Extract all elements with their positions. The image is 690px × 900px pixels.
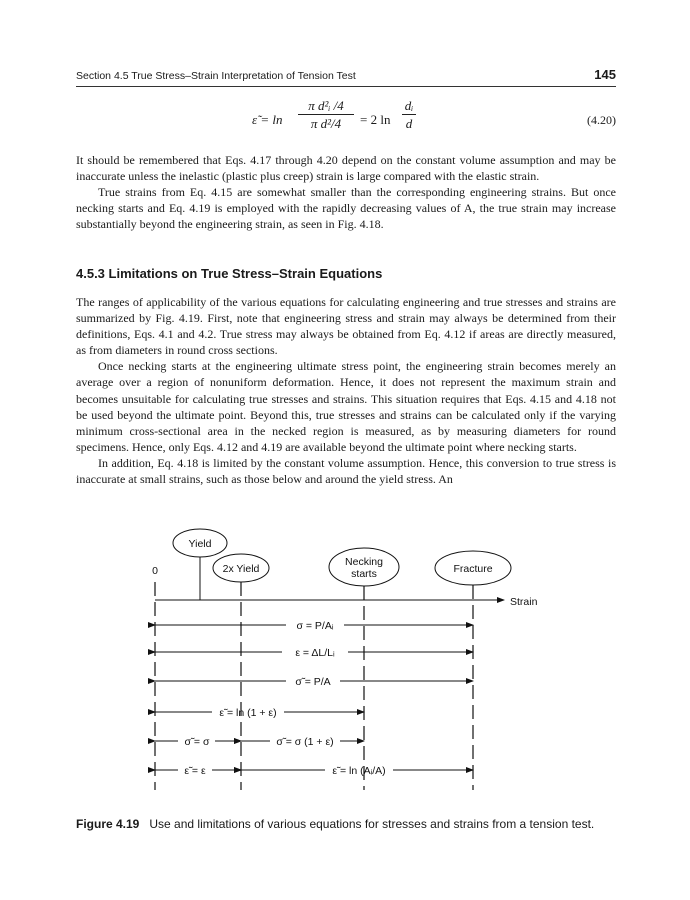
equation-middle: = 2 ln [360, 112, 391, 127]
equation-number: (4.20) [587, 113, 616, 127]
equation-frac2-top: dᵢ [404, 98, 414, 113]
section-title: Section 4.5 True Stress–Strain Interpretation of Tension Test [76, 70, 356, 82]
equation-fraction-diameter [402, 98, 416, 131]
running-header [76, 67, 616, 87]
figure-label: Figure 4.19 [76, 817, 140, 831]
range-true-stress-small: σ̃ = σ [184, 736, 210, 748]
paragraph: It should be remembered that Eqs. 4.17 through 4.20 depend on the constant volume assumption and may be inaccurate unless the inelastic (plastic plus creep) strain is large compared with the elastic strain. [76, 153, 616, 184]
body-text-top [76, 152, 616, 232]
yield2x-bubble [213, 554, 269, 582]
fracture-bubble [435, 551, 511, 585]
range-true-strain-ln: ε̃ = ln (1 + ε) [219, 707, 277, 719]
fracture-label: Fracture [453, 563, 493, 575]
equation-body [252, 98, 512, 142]
necking-bubble [329, 548, 399, 586]
figure-caption-text: Use and limitations of various equations for stresses and strains from a tension test. [149, 817, 595, 831]
yield2x-label: 2x Yield [222, 563, 260, 575]
range-engineering-stress: σ = P/Aᵢ [296, 620, 334, 632]
yield-label: Yield [188, 538, 212, 550]
strain-axis-label: Strain [510, 596, 538, 608]
header-rule [76, 86, 616, 87]
necking-label-line1: Necking [345, 556, 383, 568]
yield-bubble [173, 529, 227, 557]
paragraph: The ranges of applicability of the various equations for calculating engineering and true stresses and strains are summarized by Fig. 4.19. First, note that engineering stress and strain may always be determined from their definitions, Eqs. 4.1 and 4.2. True stress may always be obtained from Eq. 4.12 if areas are directly measured, as from diameters in round cross sections. [76, 295, 616, 358]
equation-lhs: ε̃ = ln [252, 112, 283, 127]
paragraph: Once necking starts at the engineering ultimate stress point, the engineering strain becomes merely an average over a region of nonuniform deformation. Hence, it does not represent the maximum strain and becomes unsuitable for calculating true stresses and strains. This situation requires that Eqs. 4.15 and 4.18 not be used beyond the ultimate point. Beyond this, true stresses and strains can be calculated only if the varying minimum cross-sectional area in the necked region is measured, as by measuring diameters for round specimens. Hence, only Eqs. 4.12 and 4.19 are available beyond the ultimate point where necking starts. [76, 359, 616, 454]
section-heading: 4.5.3 Limitations on True Stress–Strain Equations [76, 266, 383, 281]
equation-frac1-bottom: π d²/4 [310, 116, 342, 131]
necking-label-line2: starts [351, 568, 377, 580]
range-true-stress-volume: σ̃ = σ (1 + ε) [276, 736, 334, 748]
range-true-strain-area: ε̃ = ln (Aᵢ/A) [332, 765, 386, 777]
equation-frac1-top: π d²ᵢ /4 [308, 98, 344, 113]
equation-fraction-area [298, 98, 354, 131]
body-text-bottom [76, 294, 616, 487]
range-true-stress: σ̃ = P/A [295, 676, 331, 688]
paragraph: In addition, Eq. 4.18 is limited by the constant volume assumption. Hence, this conversion to true stress is inaccurate at small strains, such as those below and around the yield stress. An [76, 455, 616, 487]
figure-caption [76, 816, 596, 832]
zero-label: 0 [152, 565, 158, 577]
range-engineering-strain: ε = ΔL/Lᵢ [295, 647, 335, 659]
paragraph: True strains from Eq. 4.15 are somewhat smaller than the corresponding engineering strains. But once necking starts and Eq. 4.19 is employed with the rapidly decreasing values of A, the true strain may increase substantially beyond the engineering strain, as seen in Fig. 4.18. [76, 185, 616, 232]
range-true-strain-small: ε̃ = ε [184, 765, 206, 777]
equation-4-20 [76, 98, 616, 142]
page-number: 145 [594, 67, 616, 82]
equation-frac2-bottom: d [405, 116, 413, 131]
